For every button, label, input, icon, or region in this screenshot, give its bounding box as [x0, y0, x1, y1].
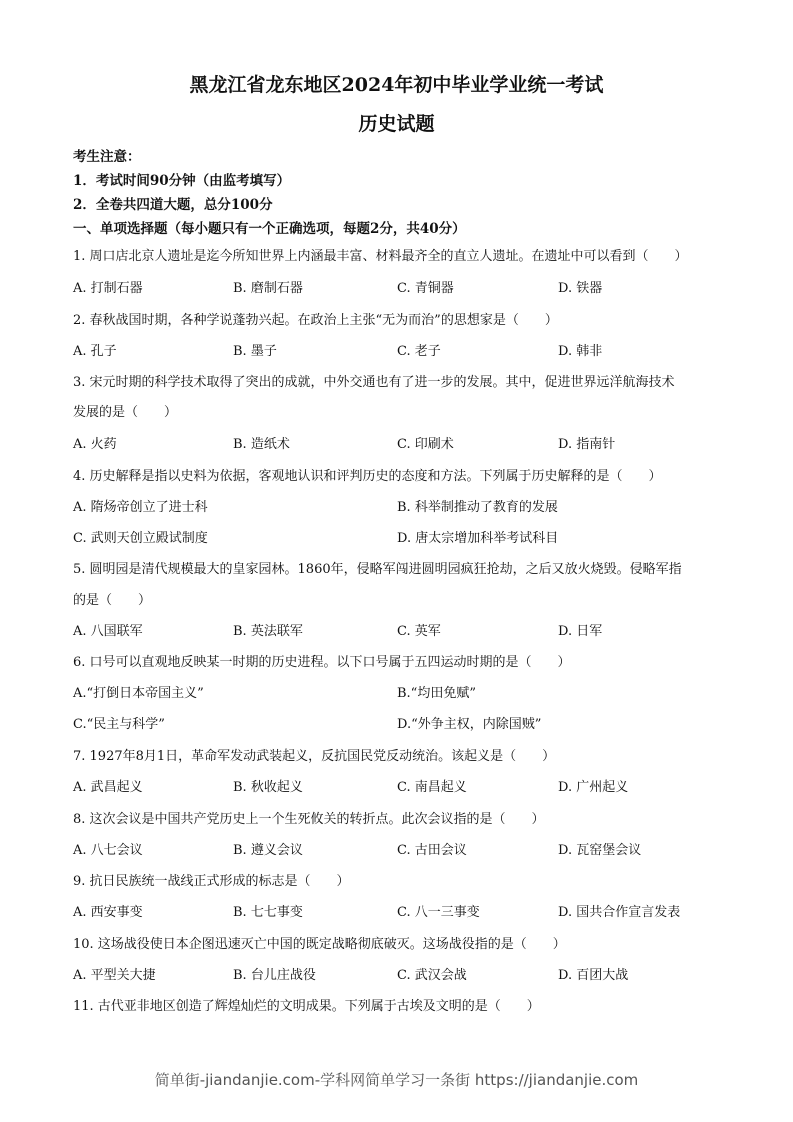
answer-option: D. 广州起义: [558, 780, 629, 795]
answer-option: A. 西安事变: [73, 905, 143, 920]
question-stem: 1. 周口店北京人遗址是迄今所知世界上内涵最丰富、材料最齐全的直立人遗址。在遗址中可以看到（ ）: [73, 249, 688, 264]
answer-option: C. 武则天创立殿试制度: [73, 531, 208, 546]
answer-option: C. 印刷术: [397, 437, 454, 452]
question-stem: 6. 口号可以直观地反映某一时期的历史进程。以下口号属于五四运动时期的是（ ）: [73, 655, 571, 670]
answer-option: B. 磨制石器: [233, 281, 303, 296]
answer-option: D. 国共合作宣言发表: [558, 905, 681, 920]
answer-option: A. 武昌起义: [73, 780, 143, 795]
answer-option: C. 青铜器: [397, 281, 454, 296]
answer-option: A. 八国联军: [73, 624, 143, 639]
answer-option: B. 英法联军: [233, 624, 303, 639]
notice-item: 2．全卷共四道大题，总分100分: [73, 197, 273, 213]
question-stem: 5. 圆明园是清代规模最大的皇家园林。1860年，侵略军闯进圆明园疯狂抢劫，之后又放火烧毁。侵略军指: [73, 562, 682, 577]
question-stem: 4. 历史解释是指以史料为依据，客观地认识和评判历史的态度和方法。下列属于历史解释的是（ ）: [73, 469, 662, 484]
answer-option: D. 铁器: [558, 281, 603, 296]
answer-option: B. 遵义会议: [233, 843, 303, 858]
answer-option: C.“民主与科学”: [73, 717, 165, 732]
notice-item: 1．考试时间90分钟（由监考填写）: [73, 173, 291, 189]
question-stem: 7. 1927年8月1日，革命军发动武装起义，反抗国民党反动统治。该起义是（ ）: [73, 749, 556, 764]
question-stem: 10. 这场战役使日本企图迅速灭亡中国的既定战略彻底破灭。这场战役指的是（ ）: [73, 937, 566, 952]
answer-option: A.“打倒日本帝国主义”: [73, 686, 204, 701]
answer-option: A. 平型关大捷: [73, 968, 156, 983]
answer-option: D. 百团大战: [558, 968, 629, 983]
answer-option: A. 隋炀帝创立了进士科: [73, 500, 208, 515]
answer-option: B. 墨子: [233, 344, 277, 359]
answer-option: D. 韩非: [558, 344, 603, 359]
exam-subtitle: 历史试题: [358, 113, 435, 135]
notice-heading: 考生注意：: [73, 149, 141, 165]
answer-option: B. 科举制推动了教育的发展: [397, 500, 558, 515]
answer-option: A. 火药: [73, 437, 117, 452]
answer-option: B. 七七事变: [233, 905, 303, 920]
answer-option: B. 造纸术: [233, 437, 290, 452]
question-stem: 8. 这次会议是中国共产党历史上一个生死攸关的转折点。此次会议指的是（ ）: [73, 812, 545, 827]
answer-option: D. 日军: [558, 624, 603, 639]
answer-option: D. 瓦窑堡会议: [558, 843, 642, 858]
answer-option: C. 英军: [397, 624, 441, 639]
answer-option: D. 指南针: [558, 437, 616, 452]
exam-title: 黑龙江省龙东地区2024年初中毕业学业统一考试: [189, 74, 604, 96]
answer-option: B. 秋收起义: [233, 780, 303, 795]
answer-option: A. 孔子: [73, 344, 117, 359]
answer-option: C. 南昌起义: [397, 780, 467, 795]
answer-option: C. 八一三事变: [397, 905, 480, 920]
answer-option: C. 武汉会战: [397, 968, 467, 983]
answer-option: A. 八七会议: [73, 843, 143, 858]
question-stem: 2. 春秋战国时期，各种学说蓬勃兴起。在政治上主张“无为而治”的思想家是（ ）: [73, 313, 558, 328]
question-stem: 9. 抗日民族统一战线正式形成的标志是（ ）: [73, 874, 350, 889]
answer-option: D. 唐太宗增加科举考试科目: [397, 531, 559, 546]
answer-option: A. 打制石器: [73, 281, 143, 296]
question-stem: 11. 古代亚非地区创造了辉煌灿烂的文明成果。下列属于古埃及文明的是（ ）: [73, 999, 540, 1014]
answer-option: D.“外争主权，内除国贼”: [397, 717, 542, 732]
question-stem: 的是（ ）: [73, 593, 152, 608]
answer-option: B. 台儿庄战役: [233, 968, 316, 983]
answer-option: C. 古田会议: [397, 843, 467, 858]
answer-option: B.“均田免赋”: [397, 686, 476, 701]
footer-watermark: 简单街-jiandanjie.com-学科网简单学习一条街 https://jiandanjie.com: [154, 1071, 639, 1089]
section-heading: 一、单项选择题（每小题只有一个正确选项，每题2分，共40分）: [73, 221, 466, 237]
question-stem: 发展的是（ ）: [73, 405, 178, 420]
question-stem: 3. 宋元时期的科学技术取得了突出的成就，中外交通也有了进一步的发展。其中，促进世界远洋航海技术: [73, 375, 675, 390]
answer-option: C. 老子: [397, 344, 441, 359]
